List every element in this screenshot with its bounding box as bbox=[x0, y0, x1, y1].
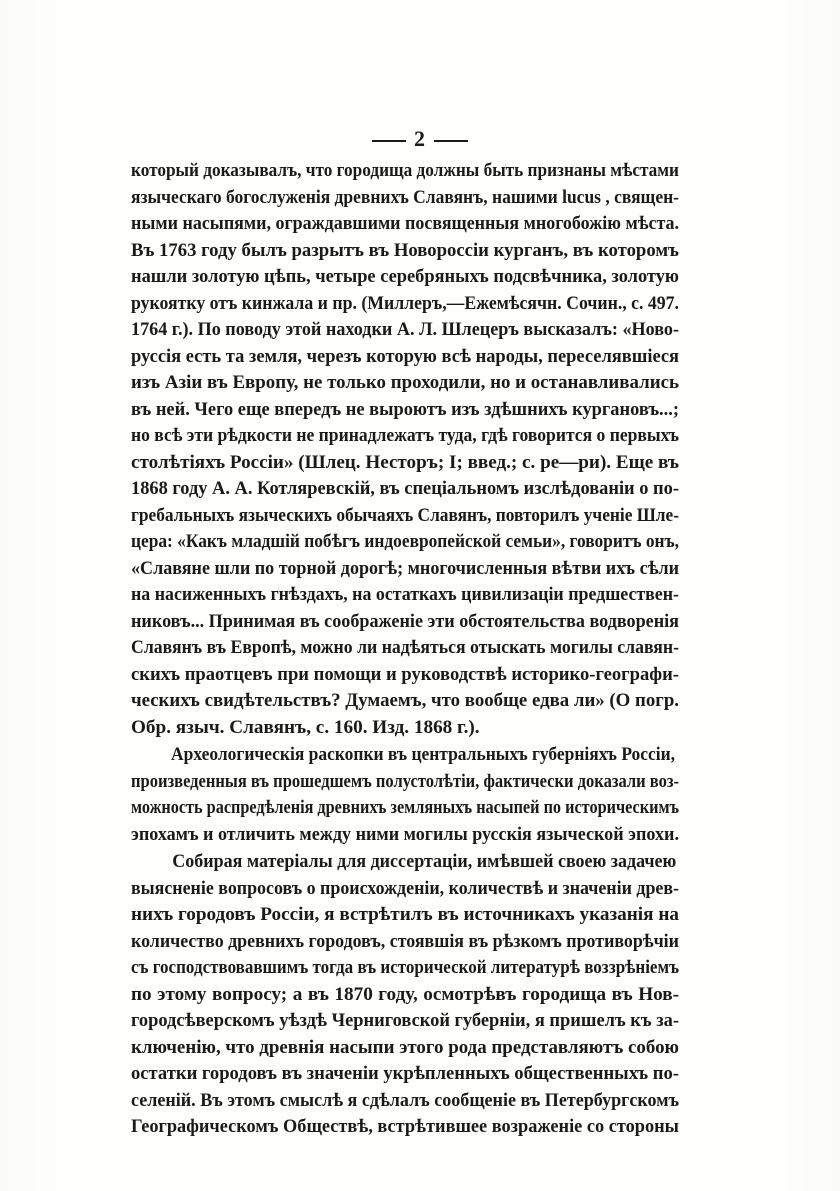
text-line: «Славяне шли по торной дорогѣ; многочисленныя вѣтви ихъ сѣли bbox=[131, 557, 679, 579]
left-dash bbox=[372, 140, 406, 142]
text-line: Славянъ въ Европѣ, можно ли надѣяться отыскать могилы славян- bbox=[131, 637, 680, 658]
text-line: рукоятку отъ кинжала и пр. (Миллеръ,—Ежемѣсячн. Сочин., с. 497. bbox=[131, 292, 679, 314]
text-line: 1764 г.). По поводу этой находки А. Л. Шлецеръ высказалъ: «Ново- bbox=[131, 319, 680, 340]
text-line: ческихъ свидѣтельствъ? Думаемъ, что вообще едва ли» (О погр. bbox=[131, 690, 680, 711]
text-line: эпохамъ и отличить между ними могилы русскія языческой эпохи. bbox=[131, 823, 679, 845]
text-line: скихъ праотцевъ при помощи и руководствѣ историко-географи- bbox=[131, 663, 680, 685]
text-line: количество древнихъ городовъ, стоявшія въ рѣзкомъ противорѣчіи bbox=[131, 930, 679, 952]
text-line: съ господствовавшимъ тогда въ исторической литературѣ воззрѣніемъ bbox=[131, 957, 680, 978]
text-line: Обр. языч. Славянъ, с. 160. Изд. 1868 г.). bbox=[131, 716, 480, 738]
page-number-text: 2 bbox=[414, 126, 426, 151]
text-line: можность распредѣленія древнихъ земляныхъ насыпей по историческимъ bbox=[131, 797, 680, 818]
text-line: который доказывалъ, что городища должны быть признаны мѣстами bbox=[131, 160, 679, 181]
text-line: языческаго богослуженія древнихъ Славянъ, нашими lucus , священ- bbox=[131, 186, 679, 208]
text-line: ключенію, что древнія насыпи этого рода представляютъ собою bbox=[131, 1036, 680, 1058]
text-line: произведенныя въ прошедшемъ полустолѣтіи, фактически доказали воз- bbox=[131, 770, 680, 792]
body-text bbox=[131, 158, 679, 1141]
text-line: гребальныхъ языческихъ обычаяхъ Славянъ, повторилъ ученіе Шле- bbox=[131, 504, 679, 526]
text-line: Въ 1763 году былъ разрытъ въ Новороссіи курганъ, въ которомъ bbox=[131, 239, 679, 261]
text-line: Географическомъ Обществѣ, встрѣтившее возраженіе со стороны bbox=[131, 1116, 679, 1137]
text-line: городсѣверскомъ уѣздѣ Черниговской губерніи, я пришелъ къ за- bbox=[131, 1010, 680, 1031]
text-line: по этому вопросу; а въ 1870 году, осмотрѣвъ городища въ Нов- bbox=[131, 983, 679, 1005]
text-line: на насиженныхъ гнѣздахъ, на остаткахъ цивилизаціи предшествен- bbox=[131, 584, 680, 605]
text-line: нашли золотую цѣпь, четыре серебряныхъ подсвѣчника, золотую bbox=[131, 266, 680, 287]
text-line: руссія есть та земля, черезъ которую всѣ народы, переселявшіеся bbox=[131, 345, 680, 367]
text-line: никовъ... Принимая въ соображеніе эти обстоятельства водворенія bbox=[131, 610, 679, 632]
text-line: остатки городовъ въ значеніи укрѣпленныхъ общественныхъ по- bbox=[131, 1063, 679, 1084]
text-line: въ ней. Чего еще впередъ не выроютъ изъ здѣшнихъ кургановъ...; bbox=[131, 398, 679, 420]
text-line: выясненіе вопросовъ о происхожденіи, количествѣ и значеніи древ- bbox=[131, 877, 679, 899]
page-number bbox=[0, 126, 840, 152]
text-line: нихъ городовъ Россіи, я встрѣтилъ въ источникахъ указанія на bbox=[131, 904, 679, 925]
text-line: изъ Азіи въ Европу, не только проходили, но и останавливались bbox=[131, 372, 679, 393]
text-line: 1868 году А. А. Котляревскій, въ спеціальномъ изслѣдованіи о по- bbox=[131, 478, 679, 499]
text-line: селеній. Въ этомъ смыслѣ я сдѣлалъ сообщеніе въ Петербургскомъ bbox=[131, 1089, 680, 1111]
text-line: цера: «Какъ младшій побѣгъ индоевропейской семьи», говоритъ онъ, bbox=[131, 531, 679, 552]
paragraph-first-line: Археологическія раскопки въ центральныхъ губерніяхъ Россіи, bbox=[171, 744, 676, 765]
paragraph-first-line: Собирая матеріалы для диссертаціи, имѣвшей своею задачею bbox=[172, 851, 677, 872]
right-dash bbox=[434, 140, 468, 142]
text-line: но всѣ эти рѣдкости не принадлежатъ туда, гдѣ говорится о первыхъ bbox=[131, 425, 679, 446]
text-line: ными насыпями, ограждавшими посвященныя многобожію мѣста. bbox=[131, 213, 679, 234]
text-line: столѣтіяхъ Россіи» (Шлец. Несторъ; I; введ.; с. ре—ри). Еще въ bbox=[131, 451, 679, 473]
